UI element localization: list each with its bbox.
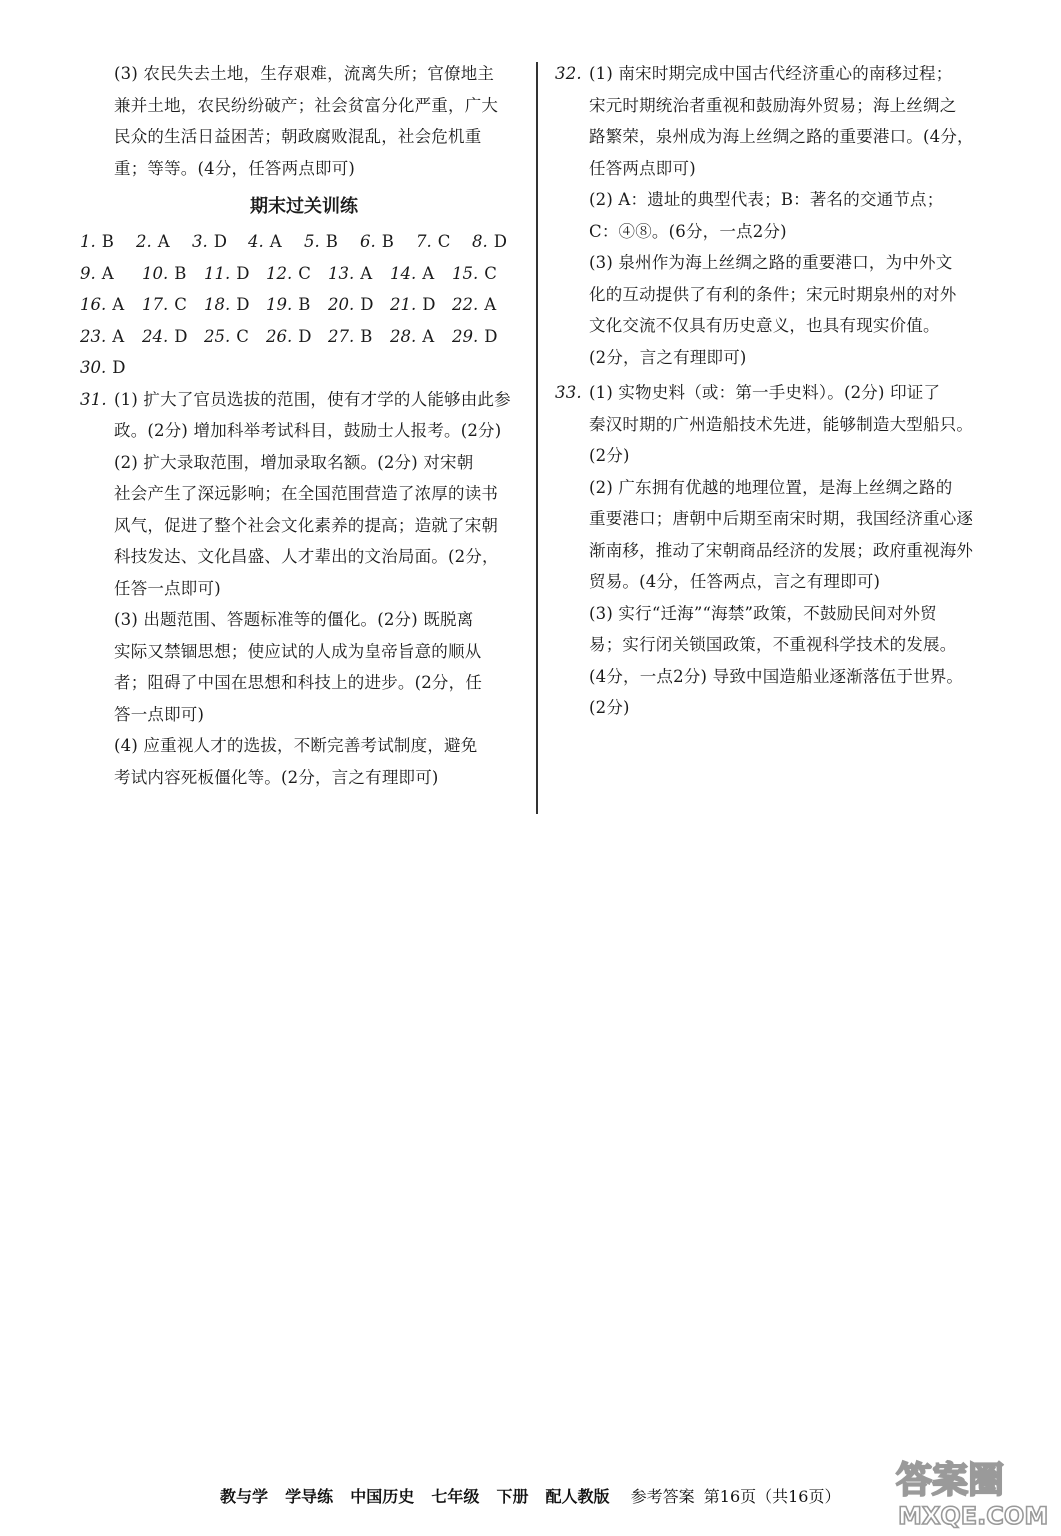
answer-choice: D <box>298 326 312 346</box>
page-number: 第16页（共16页） <box>703 1487 841 1506</box>
answer-choice: C <box>437 232 451 251</box>
answer-item <box>204 289 266 321</box>
answer-choice: C <box>236 326 249 346</box>
watermark-bottom-text: MXQE.COM <box>898 1502 1048 1530</box>
text-line: 任答一点即可) <box>114 578 221 598</box>
footer-item: 学导练 <box>285 1487 334 1506</box>
answer-item <box>248 226 304 258</box>
answer-choice: A <box>112 295 125 314</box>
answer-item <box>360 226 416 258</box>
answer-item <box>80 321 142 353</box>
text-line: 路繁荣，泉州成为海上丝绸之路的重要港口。(4分， <box>589 127 974 146</box>
answer-item <box>390 258 452 290</box>
answer-choice: D <box>112 358 126 377</box>
text-line: (3) 泉州作为海上丝绸之路的重要港口，为中外文 <box>589 253 953 272</box>
answer-number: 28. <box>390 326 417 346</box>
text-line: 民众的生活日益困苦；朝政腐败混乱，社会危机重 <box>114 127 482 146</box>
answer-item <box>142 258 204 290</box>
footer-item: 中国历史 <box>350 1487 415 1506</box>
text-line: (3) 出题范围、答题标准等的僵化。(2分) 既脱离 <box>114 610 474 629</box>
text-line: (4分，一点2分) 导致中国造船业逐渐落伍于世界。 <box>589 666 964 686</box>
answer-choice: D <box>236 295 250 314</box>
choice-answers <box>80 226 528 384</box>
answer-row <box>80 321 528 353</box>
answer-item <box>452 321 514 353</box>
answer-choice: B <box>101 232 114 251</box>
answer-number: 11. <box>204 263 231 283</box>
text-line: 易；实行闭关锁国政策，不重视科学技术的发展。 <box>589 635 957 654</box>
text-line: 者；阻碍了中国在思想和科技上的进步。(2分，任 <box>114 673 483 692</box>
answer-number: 16. <box>80 295 107 314</box>
question-31 <box>80 384 528 794</box>
answer-number: 10. <box>142 263 169 283</box>
answer-number: 2. <box>136 232 152 251</box>
answer-choice: B <box>360 326 373 346</box>
text-line: (2分，言之有理即可) <box>589 347 747 367</box>
answer-number: 20. <box>328 295 355 314</box>
text-line: (1) 扩大了官员选拔的范围，使有才学的人能够由此参 <box>114 389 511 409</box>
answer-choice: C <box>484 263 497 283</box>
text-line: 任答两点即可) <box>589 158 696 178</box>
text-line: (3) 农民失去土地，生存艰难，流离失所；官僚地主 <box>114 64 495 83</box>
text-line: (2) 扩大录取范围，增加录取名额。(2分) 对宋朝 <box>114 452 474 472</box>
answer-choice: A <box>112 326 125 346</box>
prev-answer-block <box>80 58 528 184</box>
right-column <box>555 58 1003 724</box>
answer-number: 24. <box>142 326 169 346</box>
answer-choice: D <box>360 295 374 314</box>
answer-number: 19. <box>266 295 293 314</box>
answer-number: 22. <box>452 295 479 314</box>
column-divider <box>536 62 538 814</box>
answer-number: 12. <box>266 263 293 283</box>
answer-choice: D <box>484 326 498 346</box>
answer-item <box>452 258 514 290</box>
answer-number: 21. <box>390 295 417 314</box>
answer-item <box>142 289 204 321</box>
answer-choice: A <box>360 263 373 283</box>
section-title: 期末过关训练 <box>250 196 358 217</box>
text-line: (1) 实物史料（或：第一手史料）。(2分) 印证了 <box>589 383 941 402</box>
answer-choice: A <box>484 295 497 314</box>
answer-choice: A <box>422 263 435 283</box>
answer-number: 6. <box>360 232 376 251</box>
answer-number: 9. <box>80 263 96 283</box>
answer-item <box>390 289 452 321</box>
question-number: 32. <box>555 64 582 83</box>
question-33 <box>555 377 1003 724</box>
text-line: 宋元时期统治者重视和鼓励海外贸易；海上丝绸之 <box>589 95 957 115</box>
text-line: (2) A：遗址的典型代表；B：著名的交通节点； <box>589 190 944 209</box>
answer-item <box>328 321 390 353</box>
answer-number: 17. <box>142 295 169 314</box>
answer-item <box>80 258 142 290</box>
answer-choice: C <box>174 295 187 314</box>
answer-number: 25. <box>204 326 231 346</box>
answer-item <box>390 321 452 353</box>
answer-number: 30. <box>80 358 107 377</box>
answer-number: 23. <box>80 326 107 346</box>
answer-item <box>204 258 266 290</box>
answer-choice: C <box>298 263 311 283</box>
text-line: 答一点即可) <box>114 704 205 724</box>
answer-choice: D <box>236 263 250 283</box>
answer-number: 26. <box>266 326 293 346</box>
text-line: 文化交流不仅具有历史意义，也具有现实价值。 <box>589 316 940 335</box>
answer-number: 4. <box>248 232 264 251</box>
answer-item <box>80 226 136 258</box>
footer-item: 教与学 <box>220 1487 269 1506</box>
left-column <box>80 58 528 793</box>
text-line: (2分) <box>589 446 630 465</box>
answer-row <box>80 226 528 258</box>
text-line: (4) 应重视人才的选拔，不断完善考试制度，避免 <box>114 736 478 755</box>
text-line: 考试内容死板僵化等。(2分，言之有理即可) <box>114 767 439 787</box>
text-line: (2) 广东拥有优越的地理位置，是海上丝绸之路的 <box>589 477 953 497</box>
answer-number: 18. <box>204 295 231 314</box>
answer-item <box>266 289 328 321</box>
text-line: 兼并土地，农民纷纷破产；社会贫富分化严重，广大 <box>114 95 499 115</box>
answer-number: 13. <box>328 263 355 283</box>
answer-item <box>192 226 248 258</box>
answer-item <box>136 226 192 258</box>
answer-choice: B <box>298 295 311 314</box>
text-line: (1) 南宋时期完成中国古代经济重心的南移过程； <box>589 64 953 83</box>
answer-item <box>80 352 142 384</box>
answer-label: 参考答案 <box>630 1487 695 1506</box>
text-line: (3) 实行“迁海”“海禁”政策，不鼓励民间对外贸 <box>589 603 937 623</box>
answer-number: 15. <box>452 263 479 283</box>
page-footer <box>220 1484 841 1507</box>
answer-choice: B <box>381 232 394 251</box>
watermark-logo <box>888 1450 1048 1530</box>
text-line: 重要港口；唐朝中后期至南宋时期，我国经济重心逐 <box>589 509 974 528</box>
text-line: 社会产生了深远影响；在全国范围营造了浓厚的读书 <box>114 484 499 503</box>
answer-number: 3. <box>192 232 208 251</box>
answer-choice: D <box>422 295 436 314</box>
answer-number: 7. <box>416 232 432 251</box>
text-line: 政。(2分) 增加科举考试科目，鼓励士人报考。(2分) <box>114 421 502 440</box>
answer-choice: A <box>422 326 435 346</box>
question-number: 33. <box>555 383 582 402</box>
answer-choice: B <box>174 263 187 283</box>
answer-item <box>328 289 390 321</box>
answer-choice: D <box>493 232 507 251</box>
text-line: 实际又禁锢思想；使应试的人成为皇帝旨意的顺从 <box>114 641 482 661</box>
answer-item <box>452 289 514 321</box>
answer-item <box>416 226 472 258</box>
text-line: C：④⑧。(6分，一点2分) <box>589 221 787 241</box>
answer-choice: B <box>325 232 338 251</box>
text-line: (2分) <box>589 698 630 717</box>
text-line: 渐南移，推动了宋朝商品经济的发展；政府重视海外 <box>589 540 974 560</box>
footer-item: 七年级 <box>431 1487 480 1506</box>
answer-choice: D <box>213 232 227 251</box>
text-line: 贸易。(4分，任答两点，言之有理即可) <box>589 572 881 591</box>
text-line: 重；等等。(4分，任答两点即可) <box>114 158 356 178</box>
text-line: 科技发达、文化昌盛、人才辈出的文治局面。(2分， <box>114 547 499 566</box>
text-line: 秦汉时期的广州造船技术先进，能够制造大型船只。 <box>589 414 974 434</box>
answer-item <box>80 289 142 321</box>
footer-item: 下册 <box>496 1487 529 1506</box>
answer-item <box>204 321 266 353</box>
answer-item <box>304 226 360 258</box>
answer-choice: A <box>101 263 114 283</box>
answer-row <box>80 258 528 290</box>
answer-choice: D <box>174 326 188 346</box>
answer-number: 27. <box>328 326 355 346</box>
answer-choice: A <box>269 232 282 251</box>
answer-item <box>328 258 390 290</box>
answer-item <box>142 321 204 353</box>
text-line: 化的互动提供了有利的条件；宋元时期泉州的对外 <box>589 284 957 304</box>
answer-number: 14. <box>390 263 417 283</box>
answer-number: 8. <box>472 232 488 251</box>
answer-choice: A <box>157 232 170 251</box>
answer-number: 29. <box>452 326 479 346</box>
answer-item <box>472 226 528 258</box>
question-32 <box>555 58 1003 373</box>
answer-item <box>266 258 328 290</box>
text-line: 风气，促进了整个社会文化素养的提高；造就了宋朝 <box>114 515 499 535</box>
question-number: 31. <box>80 389 107 409</box>
answer-row <box>80 352 528 384</box>
answer-row <box>80 289 528 321</box>
answer-item <box>266 321 328 353</box>
footer-item: 配人教版 <box>545 1487 610 1506</box>
answer-number: 5. <box>304 232 320 251</box>
watermark-top-text: 答案圈 <box>896 1460 1005 1501</box>
answer-number: 1. <box>80 232 96 251</box>
